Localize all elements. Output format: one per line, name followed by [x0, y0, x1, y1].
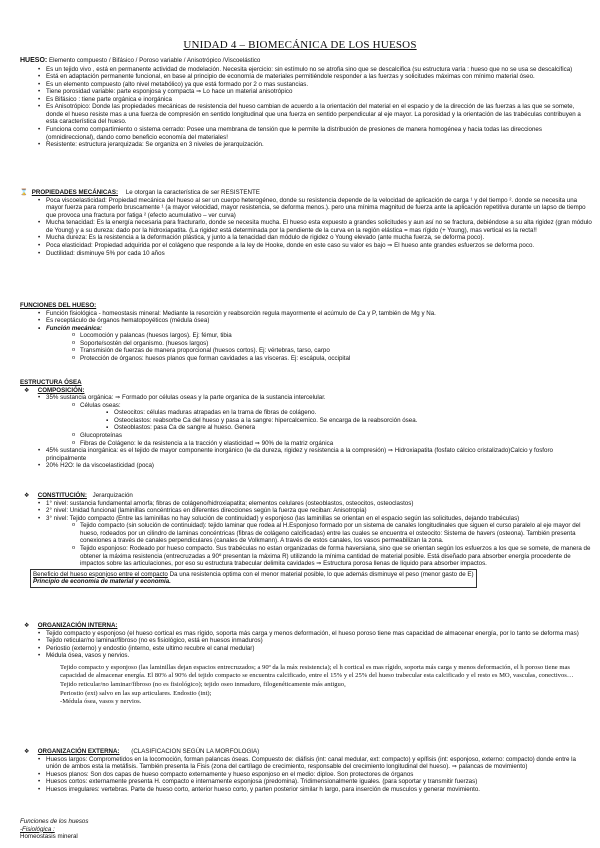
beneficio-title: Beneficio del hueso esponjoso entre el compacto	[33, 570, 168, 578]
list-item: • Mucha tenacidad: Es la energía necesaria para fracturarlo, donde se necesita mucha. El hueso esta expuesto a grandes solicitudes y aun así no se fractura, debiéndose a su alta rigidez (gran módulo de Young) y a su dureza: dado por la hidroxiapatita. (La rigidez está determinada por la pendiente de la curva en la región elástica = mas rígido (+ Young), mas vertical es la recta!!	[20, 219, 592, 234]
list-item: • 45% sustancia inorgánica: es el tejido de mayor componente inorgánico (le da dureza, rigidez y resistencia a la compresión) ⇒ Hidroxiapatita (fosfato cálcico cristalizado)Calcio y fosforo principalmente	[20, 447, 592, 462]
list-item: • Tejido reticular/no laminar/fibroso (no es fisiológico, está en huesos inmaduros)	[20, 637, 592, 645]
list-item: • Tejido compacto y esponjoso (el hueso cortical es mas rígido, soporta más carga y menos deformación, el hueso poroso tiene mas capacidad de almacenar energía, por lo tanto se deforma mas)	[20, 630, 592, 638]
propiedades-heading-line	[20, 189, 592, 197]
list-item: • Huesos planos: Son dos capas de hueso compacto externamente y hueso esponjoso en el medio: diploe. Son protectores de órganos	[20, 771, 592, 779]
propiedades-list	[20, 197, 592, 258]
estructura-section	[20, 379, 592, 470]
list-item: ▪ Osteocitos: células maduras atrapadas en la trama de fibras de colágeno.	[20, 409, 592, 417]
list-item: • Es receptáculo de órganos hematopoyéticos (médula ósea)	[20, 317, 592, 325]
externa-line	[20, 748, 592, 756]
composicion-heading: COMPOSICIÓN:	[37, 386, 85, 394]
organizacion-line	[20, 622, 592, 630]
list-item: • Función mecánica:	[20, 325, 592, 333]
list-item: o Soporte/sostén del organismo. (huesos largos)	[20, 340, 592, 348]
list-item: • Mucha dureza: Es la resistencia a la deformación plástica, y junto a la tenacidad dan módulo de rigidez o Young elevado (ante mucha fuerza, se deforma poco).	[20, 234, 592, 242]
note-line: -Médula ósea, vasos y nervios.	[60, 698, 142, 706]
organizacion-section	[20, 622, 592, 707]
list-item: o Células oseas:	[20, 402, 592, 410]
constitucion-section	[20, 492, 592, 588]
list-item: • Es Anisotrópico: Donde las propiedades mecánicas de resistencia del hueso cambian de acuerdo a la orientación del material en el espacio y de la dirección de las fuerzas a las que se somete, donde el hueso resiste mas a una fuerza de compresión en sentido longitudinal que una fuerza en sentido perpendicular al eje mayor. La porosidad y la orientación de las trabéculas contribuyen a esta característica del hueso.	[20, 103, 592, 126]
list-item: • Huesos irregulares: vertebras. Parte de hueso corto, anterior hueso corto, y parten posterior similar h largo, para inserción de musculos y generar movimiento.	[20, 786, 592, 794]
list-item: o Tejido compacto (sin solución de continuidad): tejido laminar que rodea al H.Esponjoso formado por un sistema de canales longitudinales que siguen el curso paralelo al eje mayor del hueso, rodeados por un cilindro de laminas concéntricas (fibras de colágeno calcificadas) entre las cuales se encuentra el osteocito: Sistema de havers (osteona). También presenta conexiones a través de canales perpendiculares (canales de Volkmann). A través de estos canales, los vasos permeabilizan la zona.	[20, 522, 592, 545]
list-item: • Es Bifásico : tiene parte orgánica e inorgánica	[20, 96, 592, 104]
organizacion-list	[20, 630, 592, 660]
propiedades-heading: PROPIEDADES MECÁNICAS:	[31, 189, 119, 196]
composicion-list	[20, 394, 592, 470]
list-item: o Locomoción y palancas (huesos largos). Ej: fémur, tibia	[20, 332, 592, 340]
list-item: • Funciona como compartimiento o sistema cerrado: Posee una membrana de tensión que le permite la distribución de presiones de manera homogénea y hacia todas las direcciones (omnidireccional), dando como beneficio economía del materiales!	[20, 126, 592, 141]
externa-sub: (CLASIFICACION SEGÚN LA MORFOLOGIA)	[131, 748, 260, 755]
footer-line: Homeostasis mineral	[20, 833, 78, 841]
externa-heading: ORGANIZACIÓN EXTERNA:	[37, 748, 120, 755]
diamond-icon: ❖	[24, 748, 30, 755]
list-item: o Protección de órganos: huesos planos que forman cavidades a las vísceras. Ej: escápula, occipital	[20, 355, 592, 363]
list-item: o Transmisión de fuerzas de manera proporcional (huesos cortos). Ej: vértebras, tarso, carpo	[20, 347, 592, 355]
hourglass-icon: ⌛	[20, 189, 28, 196]
constitucion-sub: Jerarquización	[92, 492, 133, 499]
note-line: Tejido compacto y esponjoso (las laminillas dejan espacios entrecruzados; a 90º da la máx resistencia); el h cortical es mas rígido, soporta más carga y menos deformación, el h poroso tiene mas capacidad de almacenar energía. El 80% al 90% del tejido compacto se encuentra calcificado, entre el 15% y el 25% del hueso trabecular esta calcificado y el resto es MO, vasculas, conectivos…	[60, 663, 574, 680]
beneficio-box	[30, 569, 477, 588]
list-item: o Fibras de Colágeno: le da resistencia a la tracción y elasticidad ⇒ 90% de la matriz orgánica	[20, 440, 592, 448]
beneficio-principio: Principio de economía de material y economía.	[33, 578, 171, 586]
list-item: • 35% sustancia orgánica: ⇒ Formado por células oseas y la parte organica de la sustancia intercelular.	[20, 394, 592, 402]
externa-section	[20, 748, 592, 793]
list-item: • 1° nivel: sustancia fundamental amorfa; fibras de colágeno/hidroxiapatita; elementos celulares (osteoblastos, osteocitos, osteoclastos)	[20, 500, 592, 508]
note-line: Periostio (ext) salvo en las sup articulares. Endostio (int);	[60, 689, 212, 697]
hueso-list	[20, 66, 592, 149]
funciones-heading: FUNCIONES DEL HUESO:	[20, 302, 97, 309]
hueso-text: Elemento compuesto / Bifásico / Poroso variable / Anisotrópico /Viscoelástico	[48, 57, 261, 64]
list-item: ▪ Osteoclastos: reabsorbe Ca del hueso y pasa a la sangre: hipercalcemico. Se encarga de la reabsorción ósea.	[20, 417, 592, 425]
diamond-icon: ❖	[24, 492, 30, 499]
list-item: • Función fisiológica - homeostasis mineral: Mediante la resorción y reabsorción regula mayormente el acúmulo de Ca y P, también de Mg y Na.	[20, 310, 592, 318]
list-item: • Está en adaptación permanente funcional, en base al principio de economía de materiales permitiéndole responder a las fuerzas y solicitudes máximas con mínimo material óseo.	[20, 73, 592, 81]
footer-line: Funciones de los huesos	[20, 818, 89, 825]
funciones-list	[20, 310, 592, 363]
diamond-icon: ❖	[24, 622, 30, 629]
list-item: • 3° nivel: Tejido compacto (Entre las laminillas no hay solución de continuidad) y esponjoso (las laminillas se orientan en el espacio según las solicitudes, dejando trabéculas)	[20, 515, 592, 523]
propiedades-section	[20, 189, 592, 257]
list-item: • Médula ósea, vasos y nervios.	[20, 652, 592, 660]
note-line: Tejido reticular/no laminar/fibroso (no es fisiológico); tejido oseo inmaduro, filogenéticamente más antiguo,	[60, 680, 346, 688]
list-item: • Huesos cortos: externamente presenta H. compacto e internamente esponjosa (predomina). Tridimensionalmente iguales. (para soportar y transmitir fuerzas)	[20, 778, 592, 786]
list-item: • Resistente: estructura jerarquizada: Se organiza en 3 niveles de jerarquización.	[20, 141, 592, 149]
hueso-heading-line	[20, 57, 592, 66]
propiedades-intro: Le otorgan la característica de ser RESISTENTE	[125, 189, 260, 196]
list-item: o Tejido esponjoso: Rodeado por hueso compacto. Sus trabéculas no estan organizadas de forma haversiana, sino que se orientan según los esfuerzos a los que se somete, de manera de obtener la máxima resistencia (entrecruzadas a 90º presentan la máxima R) utilizando la mínima cantidad de material posible. Está diseñado para absorber energía procedente de impactos sobre las articulaciones, por eso su estructura trabecular delimita cavidades ⇒ Estructura porosa llenas de líquido para absorber impactos.	[20, 545, 592, 568]
list-item: • Periostio (externo) y endostio (interno, este ultimo recubre el canal medular)	[20, 645, 592, 653]
organizacion-heading: ORGANIZACIÓN INTERNA:	[37, 622, 118, 629]
externa-list	[20, 756, 592, 794]
list-item: o Glucoproteínas	[20, 432, 592, 440]
list-item: • Es un tejido vivo , está en permanente actividad de modelación. Necesita ejercicio: sin estímulo no se atrofia sino que se descalcifica (su estructura varía : hueso que no se usa se descalcifica)	[20, 66, 592, 74]
beneficio-text: Da una resistencia optima con el menor material posible, lo que además disminuye el peso (menor gasto de E)	[169, 570, 474, 578]
list-item: • 2° nivel: Unidad funcional (laminillas concéntricas en diferentes direcciones según la fuerza que reciban: Anisotropía)	[20, 507, 592, 515]
composicion-line	[20, 387, 592, 395]
hueso-section	[20, 57, 592, 149]
footer-notes	[20, 818, 592, 841]
list-item: • Es un elemento compuesto (alto nivel metabólico) ya que está formado por 2 o mas sustancias.	[20, 81, 592, 89]
footer-line: -Fisiológica :	[20, 825, 55, 833]
hueso-label: HUESO:	[20, 57, 48, 64]
constitucion-list	[20, 500, 592, 568]
page-title: UNIDAD 4 – BIOMECÁNICA DE LOS HUESOS	[183, 39, 417, 51]
list-item: • Huesos largos: Comprometidos en la locomoción, forman palancas óseas. Compuesto de: diáfisis (int: canal medular, ext: compacto) y epífisis (int: esponjoso, externo: compacto) donde entre la unión de ambos esta la metáfisis. También presenta la Fisis (zona del cartílago de crecimiento, responsable del crecimiento longitudinal del hueso). ⇒ palancas de movimiento)	[20, 756, 592, 771]
list-item: • Poca elasticidad: Propiedad adquirida por el colágeno que responde a la ley de Hooke, donde en este caso su valor es bajo ⇒ El hueso ante grandes esfuerzos se deforma poco.	[20, 242, 592, 250]
constitucion-line	[20, 492, 592, 500]
estructura-heading: ESTRUCTURA ÓSEA	[20, 379, 82, 386]
list-item: • Ductilidad: disminuye 5% por cada 10 años	[20, 250, 592, 258]
constitucion-heading: CONSTITUCIÓN:	[37, 492, 87, 499]
organizacion-notes	[20, 664, 592, 707]
list-item: • Poca viscoelasticidad: Propiedad mecánica del hueso al ser un cuerpo heterogéneo, donde su resistencia depende de la velocidad de aplicación de carga ¹ y del tiempo ². donde se necesita una mayor fuerza para romperlo bruscamente ¹ (a mayor velocidad, mayor resistencia, se deforma menos.). pero una mínima magnitud de fuerza ante la aplicación repetitiva durante un lapso de tiempo que provoca una fractura por fatiga ² (efecto acumulativo – ver curva)	[20, 197, 592, 220]
list-item: ▪ Osteoblastos: pasa Ca de sangre al hueso. Genera	[20, 424, 592, 432]
funciones-section	[20, 302, 592, 363]
diamond-icon: ❖	[24, 386, 30, 394]
list-item: • Tiene porosidad variable: parte esponjosa y compacta ⇒ Lo hace un material anisotrópico	[20, 88, 592, 96]
list-item: • 20% H2O: le da viscoelasticidad (poca)	[20, 462, 592, 470]
